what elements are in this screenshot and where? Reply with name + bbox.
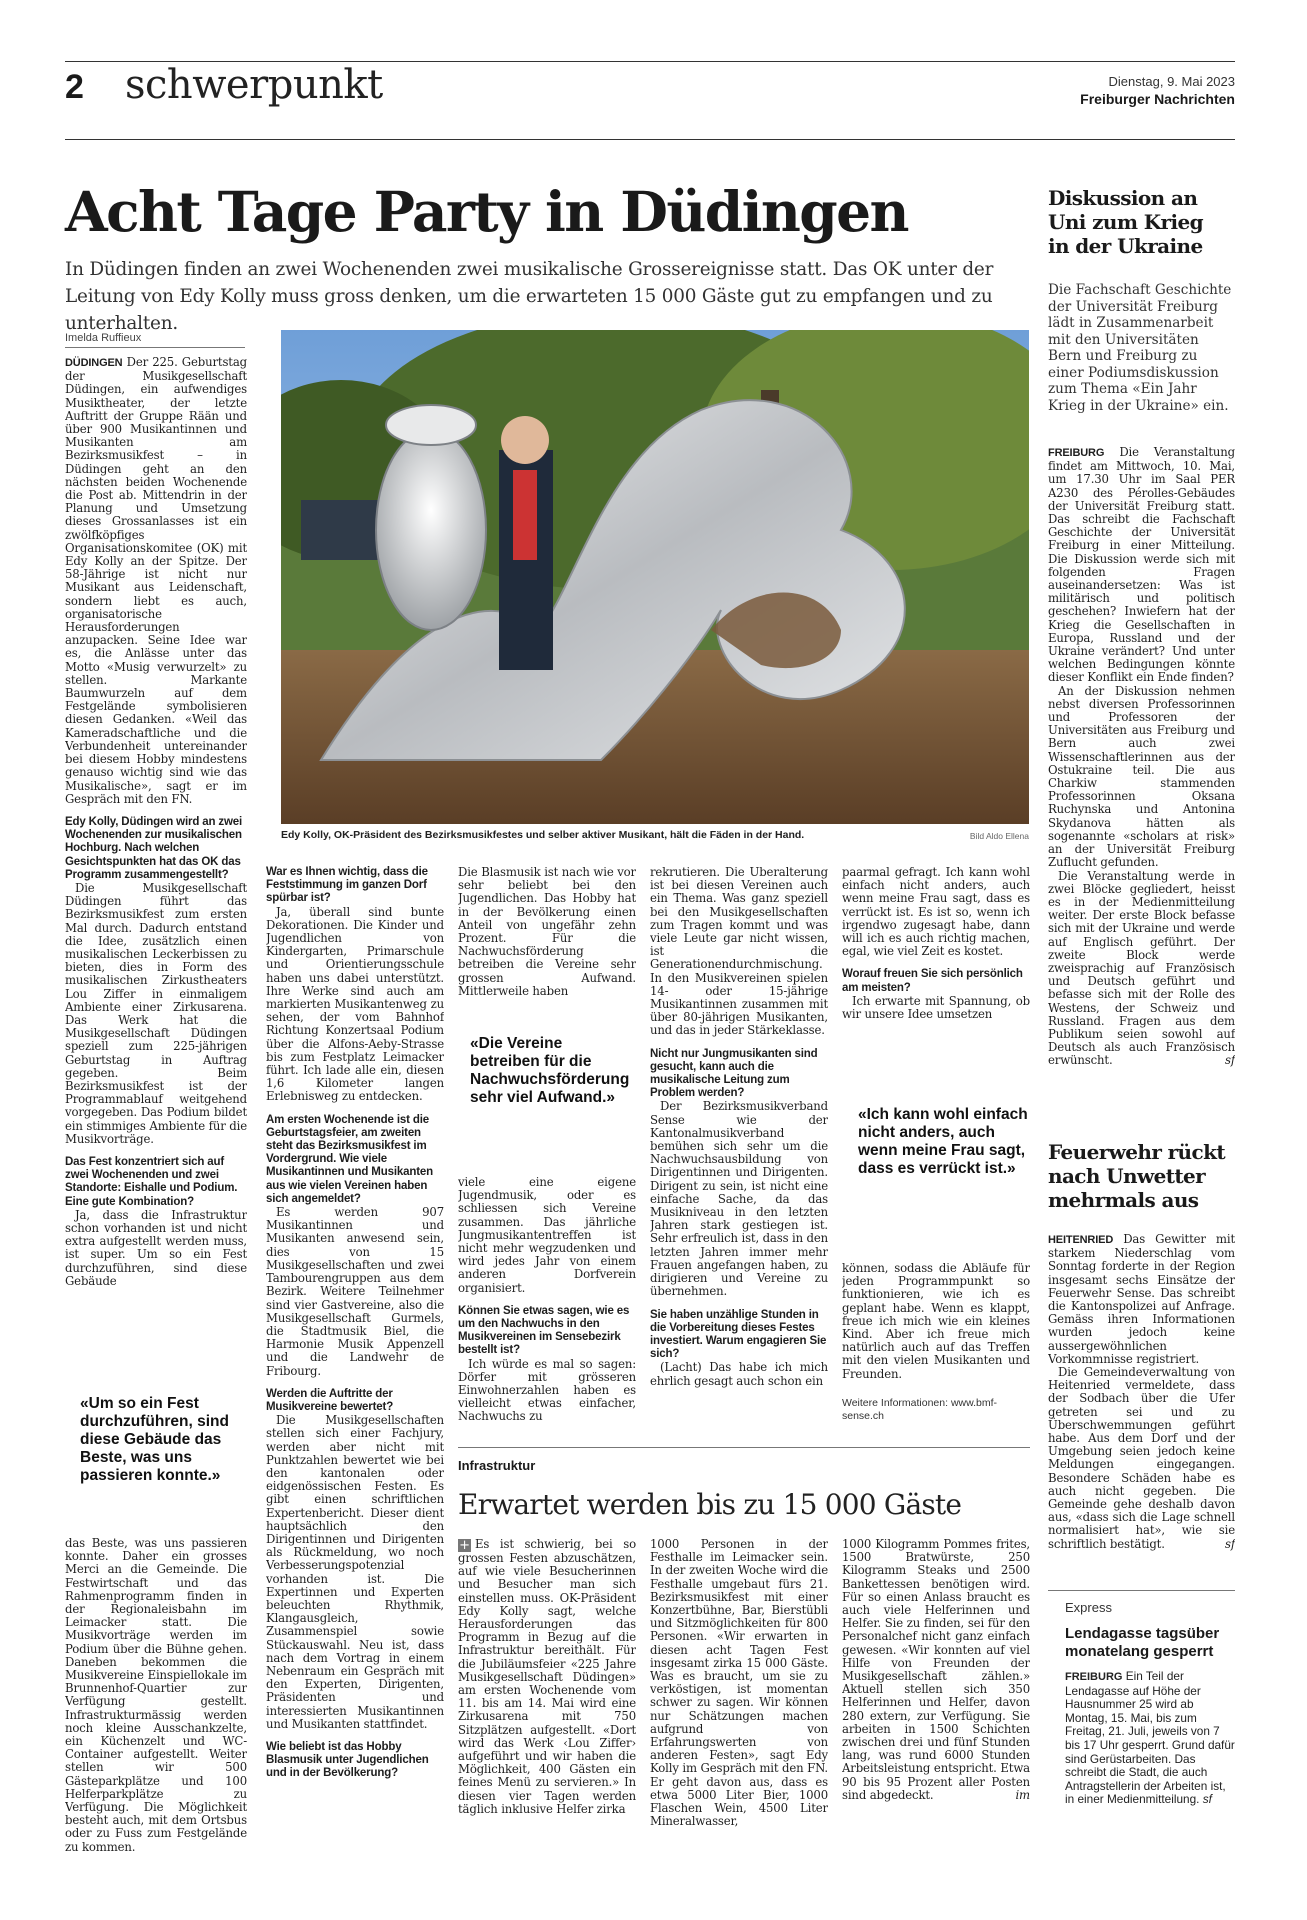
- infobox-text: Es ist schwierig, bei so grossen Festen abzuschätzen, auf wie viele Besucherinnen und Besucher man sich einstellen muss. OK-Präsident Edy Kolly sagt, welche Herausforderungen das Programm in Bezug auf die Infrastruktur bereithält. Für die Jubiläumsfeier «225 Jahre Musikgesellschaft Düdingen» am ersten Wochenende vom 11. bis am 14. Mai wird eine Zirkusarena mit 750 Sitzplätzen aufgestellt. «Dort wird das Werk ‹Lou Ziffer› aufgeführt und wir haben die Möglichkeit, 400 Gästen ein feines Menü zu servieren.» In diesen vier Tagen werden täglich inklusive Helfer zirka: [458, 1538, 636, 1816]
- page-number: 2: [65, 68, 84, 106]
- byline-rule: [65, 347, 245, 348]
- article-column-1-continued: [65, 1537, 247, 1862]
- intro-text: Der 225. Geburtstag der Musikgesellschaft Düdingen, ein aufwendiges Musiktheater, der letzte Auftritt der Gruppe Rään und über 900 Musikantinnen und Musikanten am Bezirksmusikfest – in Düdingen geht an den nächsten beiden Wochenende die Post ab. Mittendrin in der Planung und Umsetzung dieses Grossanlasses ist ein zwölfköpfiges Organisationskomitee (OK) mit Edy Kolly an der Spitze. Der 58-Jährige ist nicht nur Musikant aus Leidenschaft, sondern liebt es auch, organisatorische Herausforderungen anzupacken. Seine Idee war es, die Anlässe unter das Motto «Musig verwurzelt» zu stellen. Markante Baumwurzeln auf dem Festgelände symbolisieren diesen Gedanken. «Weil das Kameradschaftliche und die Verbundenheit untereinander bei diesem Hobby mindestens genauso wichtig sind wie das Musikalische», sagt er im Gespräch mit den FN.: [65, 356, 247, 806]
- question: Edy Kolly, Düdingen wird an zwei Wochenenden zur musikalischen Hochburg. Nach welchen Gesichtspunkten hat das OK das Programm zusammengestellt?: [65, 815, 243, 881]
- pull-quote: «Um so ein Fest durchzuführen, sind diese Gebäude das Beste, was uns passieren konnte.»: [80, 1395, 229, 1484]
- express-body: [1065, 1670, 1235, 1807]
- answer: Die Musikgesellschaften stellen sich einer Fachjury, werden aber nicht mit Punktzahlen bewertet wie bei den kantonalen oder eidgenössischen Festen. Es gibt einen schriftlichen Expertenbericht. Dieser dient hauptsächlich den Dirigentinnen und Dirigenten als Rückmeldung, wo noch Verbesserungspotenzial vorhanden ist. Die Expertinnen und Experten beleuchten Rhythmik, Klangausgleich, Zusammenspiel sowie Stückauswahl. Neu ist, dass nach dem Vortrag in einem Nebenraum ein Gespräch mit den Experten, Dirigenten, Präsidenten und interessierten Musikantinnen und Musikanten stattfindet.: [266, 1413, 444, 1731]
- answer: Der Bezirksmusikverband Sense wie der Kantonalmusikverband bemühen sich sehr um die Nachwuchsausbildung von Dirigentinnen und Dirigenten. Dirigent zu sein, ist nicht eine einfache Sache, da das Musikniveau in den letzten Jahren stark gestiegen ist. Sehr erfreulich ist, dass in den letzten Jahren immer mehr Frauen angefangen haben, zu dirigieren und Vereine zu übernehmen.: [650, 1099, 828, 1299]
- question: Das Fest konzentriert sich auf zwei Wochenenden und zwei Standorte: Eishalle und Podium. Eine gute Kombination?: [65, 1155, 238, 1208]
- newspaper-name: Freiburger Nachrichten: [1080, 91, 1235, 107]
- author-initials: im: [1015, 1787, 1030, 1802]
- answer: (Lacht) Das habe ich mich ehrlich gesagt auch schon ein: [650, 1360, 828, 1388]
- photo-illustration: [281, 330, 1029, 824]
- article-column-5: [842, 866, 1030, 1066]
- answer: Es werden 907 Musikantinnen und Musikanten anwesend sein, dies von 15 Musikgesellschaften und zwei Tambourengruppen aus dem Bezirk. Weitere Teilnehmer sind vier Gastvereine, also die Musikgesellschaft Gurmels, die Stadtmusik Biel, die Harmonie Musik Appenzell und die Landwehr de Fribourg.: [266, 1205, 444, 1378]
- sidebar-lead-1: Die Fachschaft Geschichte der Universität Freiburg lädt in Zusammenarbeit mit den Universitäten Bern und Freiburg zu einer Podiumsdiskussion zum Thema «Ein Jahr Krieg in der Ukraine» ein.: [1048, 282, 1232, 414]
- answer: Ich erwarte mit Spannung, ob wir unsere Idee umsetzen: [842, 993, 1030, 1022]
- photo-credit: Bild Aldo Ellena: [969, 831, 1029, 841]
- answer: Ich würde es mal so sagen: Dörfer mit grösseren Einwohnerzahlen haben es vielleicht etwas einfacher, Nachwuchs zu: [458, 1356, 636, 1424]
- infobox-headline: Erwartet werden bis zu 15 000 Gäste: [458, 1488, 962, 1521]
- sidebar-headline-1: Diskussion an Uni zum Krieg in der Ukraine: [1048, 186, 1203, 258]
- masthead-rule: [65, 139, 1235, 140]
- express-headline: Lendagasse tagsüber monatelang gesperrt: [1065, 1625, 1220, 1660]
- infobox-text: 1000 Personen in der Festhalle im Leimacker sein. In der zweiten Woche wird die Festhalle umgebaut fürs 21. Bezirksmusikfest mit einer Konzertbühne, Bar, Bierstübli und Sitzmöglichkeiten für 800 Personen. «Wir erwarten in diesen acht Tagen Fest insgesamt zirka 15 000 Gäste. Was es braucht, um sie zu verköstigen, ist momentan schwer zu sagen. Wir können nur Schätzungen machen aufgrund von Erfahrungswerten von anderen Festen», sagt Edy Kolly im Gespräch mit den FN. Er geht davon aus, dass es etwa 5000 Liter Bier, 1000 Flaschen Wein, 4500 Liter Mineralwasser,: [650, 1538, 828, 1829]
- body-text: Ein Teil der Lendagasse auf Höhe der Hausnummer 25 wird ab Montag, 15. Mai, bis zum Freitag, 21. Juli, jeweils von 7 bis 17 Uhr gesperrt. Grund dafür sind Gerüstarbeiten. Das schreibt die Stadt, die auch Antragstellerin der Arbeiten ist, in einer Medienmitteilung.: [1065, 1669, 1235, 1807]
- article-photo: [281, 330, 1029, 824]
- answer: paarmal gefragt. Ich kann wohl einfach nicht anders, auch wenn meine Frau sagt, dass es verrückt ist. Es ist so, wenn ich irgendwo zugesagt habe, dann will ich es auch richtig machen, egal, wie viel Zeit es kostet.: [842, 866, 1030, 959]
- answer: Die Blasmusik ist nach wie vor sehr beliebt bei den Jugendlichen. Das Hobby hat in der Bevölkerung einen Anteil von ungefähr zehn Prozent. Für die Nachwuchsförderung betreiben die Vereine sehr grossen Aufwand. Mittlerweile haben: [458, 866, 636, 998]
- article-column-1: [65, 356, 247, 1361]
- article-column-5-continued: [842, 1262, 1030, 1392]
- answer: viele eine eigene Jugendmusik, oder es schliessen sich Vereine zusammen. Das jährliche Jungmusikantentreffen ist nicht mehr wegzudenken und wird jedes Jahr von einem anderen Dorfverein organisiert.: [458, 1176, 636, 1295]
- infobox-rule: [458, 1447, 1030, 1448]
- answer: das Beste, was uns passieren konnte. Daher ein grosses Merci an die Gemeinde. Die Festwirtschaft und das Rahmenprogramm finden in der Regionaleisbahn im Leimacker statt. Die Musikvorträge werden im Podium über die Bühne gehen. Daneben bekommen die Musikvereine Einspiellokale im Brunnenhof-Quartier zur Verfügung gestellt. Infrastrukturmässig werden noch kleine Ausschankzelte, ein Küchenzelt und WC-Container aufgestellt. Weiter stellen wir 500 Gästeparkplätze und 100 Helferparkplätze zu Verfügung. Die Möglichkeit besteht auch, mit dem Ortsbus oder zu Fuss zum Festgelände zu kommen.: [65, 1537, 247, 1854]
- body-text: Das Gewitter mit starkem Niederschlag vom Sonntag forderte in der Region insgesamt sechs Einsätze der Feuerwehr Sense. Das schreibt die Kantonspolizei auf Anfrage. Gemäss ihren Informationen wurden jedoch keine aussergewöhnlichen Vorkommnisse registriert.: [1048, 1233, 1235, 1366]
- article-headline: Acht Tage Party in Düdingen: [65, 179, 908, 244]
- dateline: DÜDINGEN: [65, 357, 123, 369]
- issue-date: Dienstag, 9. Mai 2023: [1108, 74, 1235, 89]
- body-text: Die Veranstaltung findet am Mittwoch, 10. Mai, um 17.30 Uhr im Saal PER A230 des Pérolles-Gebäudes der Universität Freiburg statt. Das schreibt die Fachschaft Geschichte der Universität Freiburg in einer Mitteilung. Die Diskussion werde sich mit folgenden Fragen auseinandersetzen: Was ist militärisch und politisch geschehen? Inwiefern hat der Krieg die Gesellschaften in Europa, Russland und der Ukraine verändert? Und unter welchen Bedingungen könnte dieser Konflikt ein Ende finden?: [1048, 446, 1235, 685]
- infobox-column-1: [458, 1538, 636, 1868]
- author-initials: sf: [1224, 1053, 1235, 1068]
- question: Am ersten Wochenende ist die Geburtstagsfeier, am zweiten steht das Bezirksmusikfest im Vordergrund. Wie viele Musikantinnen und Musikanten aus wie vielen Vereinen haben sich angemeldet?: [266, 1113, 434, 1205]
- question: Können Sie etwas sagen, wie es um den Nachwuchs in den Musikvereinen im Sensebezirk bestellt ist?: [458, 1304, 630, 1357]
- dateline: HEITENRIED: [1048, 1234, 1114, 1246]
- author-initials: sf: [1224, 1536, 1235, 1551]
- pull-quote: «Ich kann wohl einfach nicht anders, auch wenn meine Frau sagt, dass es verrückt ist.»: [858, 1106, 1028, 1177]
- body-text: Die Veranstaltung werde in zwei Blöcke gegliedert, heisst es in der Medienmitteilung weiter. Der erste Block befasse sich mit der Ukraine und werde auf Englisch geführt. Der zweite Block werde zweisprachig auf Französisch und Deutsch geführt und befasse sich mit der Rolle des Westens, der Schweiz und Russland. Fragen aus dem Publikum seien sowohl auf Deutsch als auch Französisch erwünscht.: [1048, 868, 1235, 1068]
- more-info: Weitere Informationen: www.bmf-sense.ch: [842, 1397, 998, 1422]
- question: Werden die Auftritte der Musikvereine bewertet?: [266, 1387, 394, 1413]
- article-column-3: [458, 866, 636, 1013]
- article-column-2: [266, 866, 444, 1846]
- question: Worauf freuen Sie sich persönlich am meisten?: [842, 968, 1023, 994]
- body-text: An der Diskussion nehmen nebst diversen Professorinnen und Professoren der Universitäten aus Freiburg und Bern auch zwei Wissenschaftlerinnen aus der Ostukraine teil. Die aus Charkiw stammenden Professorinnen Oksana Ruchynska und Antonina Skydanova hätten als sogenannte «scholars at risk» an der Universität Freiburg Zuflucht gefunden.: [1048, 683, 1235, 870]
- infobox-column-3: [842, 1538, 1030, 1868]
- body-text: Die Gemeindeverwaltung von Heitenried vermeldete, dass der Sodbach über die Ufer getreten sei und zu Überschwemmungen geführt habe. Aus dem Dorf und der Umgebung seien jedoch keine Meldungen eingegangen. Besondere Schäden habe es auch nicht gegeben. Die Gemeinde gehe deshalb davon aus, «dass sich die Lage schnell normalisiert hat», wie sie schriftlich bestätigt.: [1048, 1365, 1235, 1551]
- section-name: schwerpunkt: [125, 62, 383, 108]
- question: Wie beliebt ist das Hobby Blasmusik unter Jugendlichen und in der Bevölkerung?: [266, 1741, 429, 1780]
- infobox-text: 1000 Kilogramm Pommes frites, 1500 Bratwürste, 250 Kilogramm Steaks und 2500 Bankettessen benötigen wird. Für so einen Anlass braucht es auch viele Helferinnen und Helfer. Sie zu finden, sei für den Personalchef nicht ganz einfach gewesen. «Wir konnten auf viel Hilfe von Freunden der Musikgesellschaft zählen.» Aktuell stellen sich 350 Helferinnen und Helfer, davon 280 extern, zur Verfügung. Sie arbeiten in 1500 Schichten zwischen drei und fünf Stunden lang, was rund 6000 Stunden Arbeitsleistung entspricht. Etwa 90 bis 95 Prozent aller Posten sind abgedeckt.: [842, 1538, 1030, 1802]
- sidebar-headline-2: Feuerwehr rückt nach Unwetter mehrmals aus: [1048, 1140, 1225, 1212]
- infobox-kicker: Infrastruktur: [458, 1458, 536, 1473]
- question: Nicht nur Jungmusikanten sind gesucht, kann auch die musikalische Leitung zum Problem werden?: [650, 1047, 818, 1100]
- question: War es Ihnen wichtig, dass die Feststimmung im ganzen Dorf spürbar ist?: [266, 866, 428, 905]
- answer: Ja, überall sind bunte Dekorationen. Die Kinder und Jugendlichen von Kindergarten, Primarschule und Orientierungsschule haben uns dabei unterstützt. Ihre Werke sind auch am markierten Musikantenweg zu sehen, der vom Bahnhof Richtung Konzertsaal Podium über die Alfons-Aeby-Strasse bis zum Festplatz Leimacker führt. Ich lade alle ein, diesen 1,6 Kilometer langen Erlebnisweg zu entdecken.: [266, 904, 444, 1104]
- article-column-4: [650, 866, 828, 1426]
- express-label: Express: [1065, 1600, 1112, 1615]
- photo-caption: Edy Kolly, OK-Präsident des Bezirksmusikfestes und selber aktiver Musikant, hält die Fäden in der Hand.: [281, 829, 805, 841]
- express-rule: [1048, 1590, 1235, 1591]
- dateline: FREIBURG: [1065, 1671, 1123, 1683]
- author-initials: sf: [1202, 1792, 1212, 1807]
- sidebar-story-2-body: [1048, 1233, 1235, 1563]
- article-column-3-continued: [458, 1176, 636, 1426]
- answer: rekrutieren. Die Überalterung ist bei diesen Vereinen auch ein Thema. Was ganz speziell bei den Musikgesellschaften zum Tragen kommt und was viele Leute gar nicht wissen, ist die Generationendurchmischung. In den Musikvereinen spielen 14- oder 15-jährige Musikantinnen zusammen mit über 80-jährigen Musikanten, und das in jeder Stärkeklasse.: [650, 866, 828, 1038]
- answer: Die Musikgesellschaft Düdingen führt das Bezirksmusikfest zum ersten Mal durch. Dadurch entstand die Idee, zusätzlich einen musikalischen Leckerbissen zu bieten, dies in Form des musikalischen Zirkustheaters Lou Ziffer in einmaligem Ambiente einer Zirkusarena. Das Werk hat die Musikgesellschaft Düdingen speziell zum 225-jährigen Geburtstag in Auftrag gegeben. Beim Bezirksmusikfest ist der Programmablauf weitgehend vorgegeben. Das Podium bildet ein stimmiges Ambiente für die Musikvorträge.: [65, 880, 247, 1146]
- infobox-column-2: [650, 1538, 828, 1868]
- sidebar-story-1-body: [1048, 446, 1235, 1116]
- author-byline: Imelda Ruffieux: [65, 332, 142, 344]
- article-lead: In Düdingen finden an zwei Wochenenden zwei musikalische Grossereignisse statt. Das OK unter der Leitung von Edy Kolly muss gross denken, um die erwarteten 15 000 Gäste gut zu empfangen und zu unterhalten.: [65, 259, 994, 334]
- plus-icon: +: [459, 1538, 470, 1553]
- pull-quote: «Die Vereine betreiben für die Nachwuchsförderung sehr viel Aufwand.»: [470, 1035, 630, 1106]
- dateline: FREIBURG: [1048, 447, 1105, 459]
- answer: können, sodass die Abläufe für jeden Programmpunkt so funktionieren, wie ich es geplant habe. Wenn es klappt, freue ich mich wie ein kleines Kind. Aber ich freue mich natürlich auch auf das Treffen mit den vielen Musikanten und Freunden.: [842, 1262, 1030, 1381]
- question: Sie haben unzählige Stunden in die Vorbereitung dieses Festes investiert. Warum engagieren Sie sich?: [650, 1308, 827, 1361]
- answer: Ja, dass die Infrastruktur schon vorhanden ist und nicht extra aufgestellt werden muss, ist super. Um so ein Fest durchzuführen, sind diese Gebäude: [65, 1207, 247, 1288]
